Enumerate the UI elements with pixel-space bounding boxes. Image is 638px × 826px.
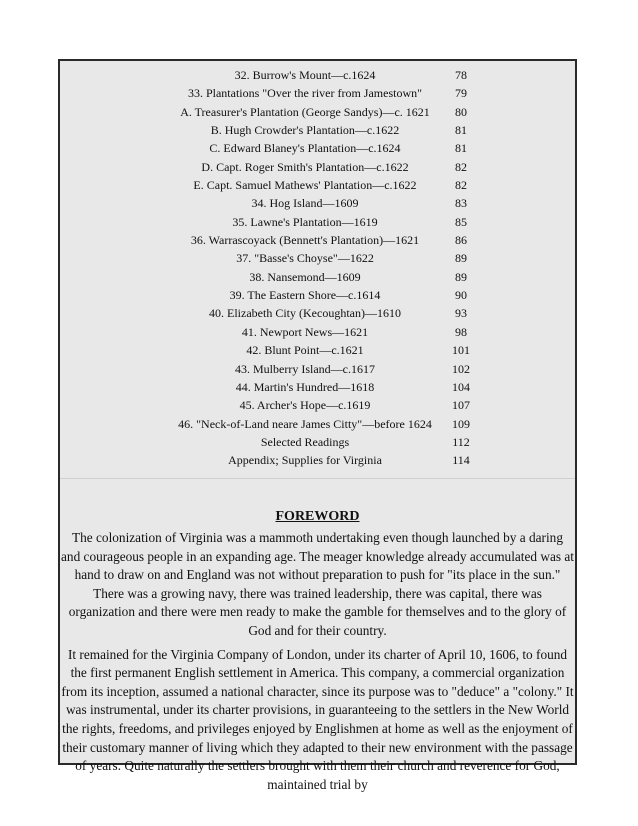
toc-entry (60, 194, 575, 212)
toc-entry-title: 32. Burrow's Mount—c.1624 (234, 68, 376, 82)
toc-entry (60, 158, 575, 176)
toc-entry-title: 34. Hog Island—1609 (251, 196, 359, 211)
toc-entry-title: D. Capt. Roger Smith's Plantation—c.1622 (201, 159, 409, 174)
toc-entry-title: 41. Newport News—1621 (241, 324, 369, 339)
toc-entry (60, 121, 575, 139)
toc-entry-page-number: 102 (452, 361, 470, 376)
toc-entry-title: 38. Nansemond—1609 (249, 269, 361, 284)
toc-entry (60, 433, 575, 451)
toc-entry-page-number: 101 (452, 343, 470, 358)
toc-entry-page-number: 104 (452, 379, 470, 394)
toc-entry (60, 396, 575, 414)
toc-entry-title: 33. Plantations "Over the river from Jamestown" (187, 86, 423, 101)
toc-entry-page-number: 112 (452, 434, 470, 449)
toc-entry (60, 84, 575, 102)
toc-entry-page-number: 83 (455, 196, 467, 211)
toc-entry (60, 360, 575, 378)
toc-entry-title: 40. Elizabeth City (Kecoughtan)—1610 (209, 306, 401, 321)
toc-entry-page-number: 80 (455, 104, 467, 119)
toc-entry (60, 231, 575, 249)
foreword-paragraph-1: The colonization of Virginia was a mammoth undertaking even though launched by a daring and courageous people in an expanding age. The meager knowledge already accumulated was at hand to draw on and England was not without preparation to push for "its place in the sun." There was a growing navy, there was trained leadership, there was capital, there was organization and there were men ready to make the gamble for themselves and to the glory of God and for their country. (61, 530, 574, 638)
toc-entry-title: A. Treasurer's Plantation (George Sandys)—c. 1621 (180, 104, 430, 119)
toc-entry-title: 45. Archer's Hope—c.1619 (239, 398, 371, 413)
toc-entry-title: 35. Lawne's Plantation—1619 (232, 214, 378, 229)
toc-entry-page-number: 82 (455, 178, 467, 193)
toc-entry (60, 139, 575, 157)
toc-entry-page-number: 79 (455, 86, 467, 101)
toc-entry-page-number: 81 (455, 141, 467, 156)
toc-entry-page-number: 89 (455, 269, 467, 284)
toc-entry-page-number: 81 (455, 123, 467, 138)
toc-entry-page-number: 82 (455, 159, 467, 174)
toc-entry-title: 43. Mulberry Island—c.1617 (235, 361, 375, 376)
toc-entry-page-number: 114 (452, 453, 470, 468)
toc-entry-title: 42. Blunt Point—c.1621 (246, 343, 364, 358)
foreword-paragraph-2: It remained for the Virginia Company of London, under its charter of April 10, 1606, to found the first permanent English settlement in America. This company, a commercial organization from its inception, assumed a national character, since its purpose was to "deduce" a "colony." It was instrumental, under its charter provisions, in guaranteeing to the settlers in the New World the rights, freedoms, and privileges enjoyed by Englishmen at home as well as the enjoyment of their customary manner of living which they adapted to their new environment with the passage of years. Quite naturally the settlers brought with them their church and reverence for God, maintained trial by (61, 646, 574, 792)
toc-entry-title: 39. The Eastern Shore—c.1614 (229, 288, 381, 303)
toc-entry-title: Selected Readings (260, 434, 350, 449)
toc-entry (60, 286, 575, 304)
toc-entry-title: 36. Warrascoyack (Bennett's Plantation)—1621 (190, 233, 420, 248)
foreword-section (60, 508, 575, 799)
document-page (58, 59, 577, 792)
toc-entry-page-number: 86 (455, 233, 467, 248)
toc-entry-title: 37. "Basse's Choyse"—1622 (236, 251, 374, 266)
toc-entry (60, 304, 575, 322)
toc-entry (60, 415, 575, 433)
table-of-contents (60, 66, 575, 470)
toc-entry-page-number: 107 (452, 398, 470, 413)
toc-entry (60, 341, 575, 359)
toc-entry-page-number: 109 (452, 416, 470, 431)
toc-entry-page-number: 93 (455, 306, 467, 321)
toc-entry-title: B. Hugh Crowder's Plantation—c.1622 (210, 123, 400, 138)
foreword-heading: FOREWORD (275, 509, 360, 524)
toc-entry (60, 213, 575, 231)
toc-entry (60, 323, 575, 341)
toc-entry-page-number: 85 (455, 214, 467, 229)
toc-entry-title: 46. "Neck-of-Land neare James Citty"—before 1624 (178, 416, 432, 431)
toc-entry (60, 249, 575, 267)
toc-entry-page-number: 98 (455, 324, 467, 339)
toc-entry-title: Appendix; Supplies for Virginia (228, 453, 382, 468)
toc-entry (60, 451, 575, 469)
toc-entry-page-number: 78 (455, 68, 467, 82)
toc-entry (60, 103, 575, 121)
toc-entry-title: 44. Martin's Hundred—1618 (235, 379, 375, 394)
toc-entry (60, 66, 575, 84)
toc-entry-page-number: 89 (455, 251, 467, 266)
toc-entry (60, 268, 575, 286)
toc-entry (60, 378, 575, 396)
toc-entry (60, 176, 575, 194)
toc-entry-title: C. Edward Blaney's Plantation—c.1624 (209, 141, 401, 156)
section-divider (60, 478, 575, 479)
toc-entry-title: E. Capt. Samuel Mathews' Plantation—c.1622 (193, 178, 417, 193)
toc-entry-page-number: 90 (455, 288, 467, 303)
